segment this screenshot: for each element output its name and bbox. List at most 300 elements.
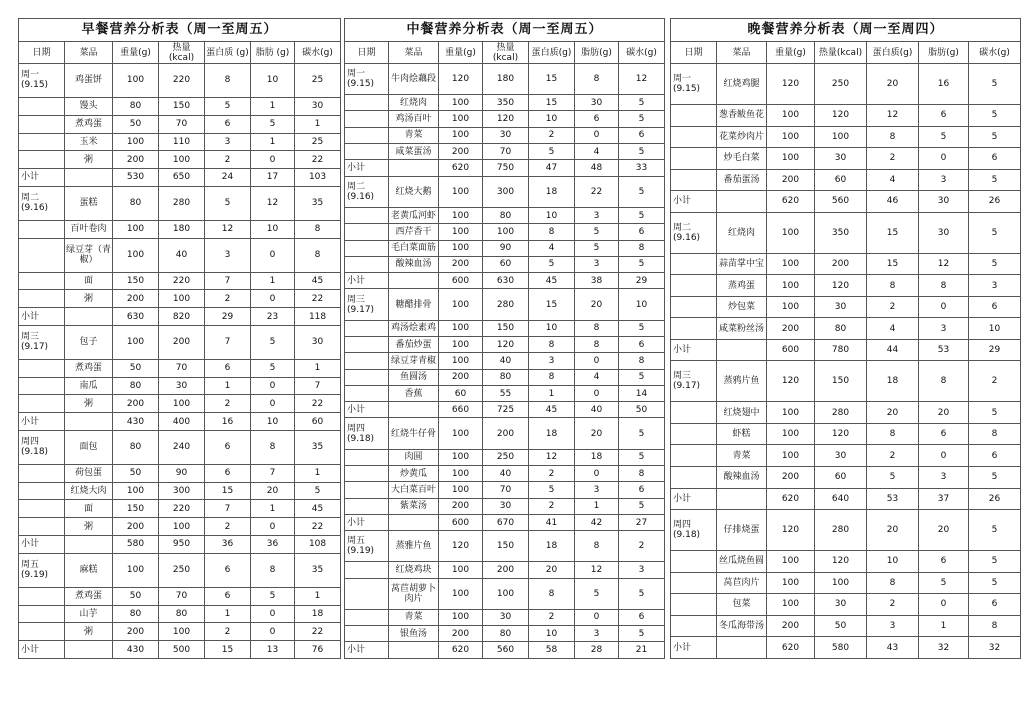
value-cell: 12 xyxy=(205,220,251,238)
value-cell: 80 xyxy=(113,430,159,464)
value-cell: 5 xyxy=(575,224,619,240)
value-cell: 100 xyxy=(439,353,483,369)
value-cell: 8 xyxy=(619,240,665,256)
value-cell: 620 xyxy=(439,160,483,176)
value-cell: 5 xyxy=(969,253,1021,275)
value-cell: 8 xyxy=(529,336,575,352)
date-cell: 周四(9.18) xyxy=(19,430,65,464)
dish-cell: 包菜 xyxy=(717,594,767,616)
column-header: 碳水(g) xyxy=(295,42,341,64)
column-header: 蛋白质(g) xyxy=(867,42,919,64)
dish-cell: 大白菜百叶 xyxy=(389,482,439,498)
table-row xyxy=(671,551,1021,573)
value-cell: 8 xyxy=(295,238,341,272)
table-row xyxy=(671,148,1021,170)
table-row xyxy=(671,126,1021,148)
value-cell: 30 xyxy=(815,296,867,318)
value-cell: 0 xyxy=(251,605,295,623)
value-cell: 580 xyxy=(113,536,159,554)
value-cell: 1 xyxy=(205,605,251,623)
value-cell: 200 xyxy=(815,253,867,275)
table-row xyxy=(19,64,341,98)
value-cell: 20 xyxy=(919,402,969,424)
value-cell: 30 xyxy=(483,498,529,514)
table-row xyxy=(19,97,341,115)
dish-cell: 鸡汤烩素鸡 xyxy=(389,320,439,336)
date-cell: 周二(9.16) xyxy=(671,212,717,253)
table-row xyxy=(19,272,341,290)
subtotal-row xyxy=(19,641,341,659)
table-row xyxy=(671,296,1021,318)
value-cell: 430 xyxy=(113,413,159,431)
value-cell: 1 xyxy=(295,359,341,377)
value-cell: 100 xyxy=(767,296,815,318)
table-row xyxy=(345,240,665,256)
table-row xyxy=(345,289,665,320)
value-cell: 80 xyxy=(113,186,159,220)
value-cell: 8 xyxy=(969,615,1021,637)
value-cell: 15 xyxy=(205,482,251,500)
column-header: 脂肪 (g) xyxy=(251,42,295,64)
value-cell: 10 xyxy=(867,551,919,573)
date-cell xyxy=(19,290,65,308)
table-row xyxy=(345,111,665,127)
value-cell: 15 xyxy=(529,95,575,111)
date-cell xyxy=(671,402,717,424)
dish-cell: 南瓜 xyxy=(65,377,113,395)
value-cell: 15 xyxy=(205,641,251,659)
date-cell xyxy=(19,518,65,536)
subtotal-row xyxy=(345,642,665,659)
date-cell: 周一(9.15) xyxy=(671,64,717,105)
value-cell: 100 xyxy=(159,518,205,536)
value-cell: 6 xyxy=(919,105,969,127)
dish-cell: 粥 xyxy=(65,623,113,641)
table-row xyxy=(345,609,665,625)
value-cell: 8 xyxy=(575,336,619,352)
value-cell: 5 xyxy=(251,359,295,377)
value-cell: 150 xyxy=(113,500,159,518)
value-cell: 660 xyxy=(439,402,483,418)
value-cell: 600 xyxy=(767,339,815,361)
table-row xyxy=(671,466,1021,488)
value-cell: 25 xyxy=(295,133,341,151)
date-cell: 小计 xyxy=(671,191,717,213)
value-cell: 30 xyxy=(815,445,867,467)
date-cell xyxy=(345,240,389,256)
dish-cell: 番茄蛋汤 xyxy=(717,169,767,191)
value-cell: 3 xyxy=(919,466,969,488)
value-cell: 400 xyxy=(159,413,205,431)
value-cell: 120 xyxy=(767,64,815,105)
date-cell xyxy=(345,609,389,625)
column-header: 热量(kcal) xyxy=(815,42,867,64)
date-cell xyxy=(345,336,389,352)
value-cell: 5 xyxy=(619,626,665,642)
column-header: 碳水(g) xyxy=(969,42,1021,64)
dish-cell: 蒸雅片鱼 xyxy=(389,531,439,562)
value-cell: 10 xyxy=(529,207,575,223)
dish-cell: 红烧翅中 xyxy=(717,402,767,424)
value-cell: 5 xyxy=(969,510,1021,551)
value-cell: 500 xyxy=(159,641,205,659)
table-row xyxy=(345,562,665,578)
value-cell: 30 xyxy=(295,97,341,115)
dish-cell xyxy=(717,339,767,361)
date-cell xyxy=(671,594,717,616)
value-cell: 280 xyxy=(815,402,867,424)
value-cell: 250 xyxy=(815,64,867,105)
dish-cell xyxy=(717,637,767,659)
value-cell: 200 xyxy=(113,151,159,169)
value-cell: 220 xyxy=(159,272,205,290)
value-cell: 8 xyxy=(251,430,295,464)
value-cell: 5 xyxy=(969,105,1021,127)
value-cell: 100 xyxy=(439,207,483,223)
value-cell: 35 xyxy=(295,186,341,220)
value-cell: 22 xyxy=(295,151,341,169)
dish-cell xyxy=(389,273,439,289)
dish-cell: 酸辣血汤 xyxy=(717,466,767,488)
value-cell: 70 xyxy=(483,144,529,160)
value-cell: 103 xyxy=(295,169,341,187)
value-cell: 2 xyxy=(205,623,251,641)
value-cell: 200 xyxy=(113,290,159,308)
value-cell: 22 xyxy=(575,176,619,207)
subtotal-row xyxy=(345,402,665,418)
value-cell: 620 xyxy=(439,642,483,659)
value-cell: 640 xyxy=(815,488,867,510)
value-cell: 100 xyxy=(439,289,483,320)
value-cell: 5 xyxy=(619,256,665,272)
table-row xyxy=(345,64,665,95)
value-cell: 200 xyxy=(439,369,483,385)
date-cell xyxy=(345,465,389,481)
table-row xyxy=(345,320,665,336)
value-cell: 200 xyxy=(439,256,483,272)
table-row xyxy=(19,325,341,359)
value-cell: 60 xyxy=(815,169,867,191)
value-cell: 120 xyxy=(767,361,815,402)
date-cell xyxy=(345,144,389,160)
date-cell: 周三(9.17) xyxy=(19,325,65,359)
table-row xyxy=(19,482,341,500)
table-row xyxy=(345,531,665,562)
value-cell: 1 xyxy=(529,385,575,401)
dish-cell: 煮鸡蛋 xyxy=(65,115,113,133)
value-cell: 1 xyxy=(575,498,619,514)
column-header: 热量(kcal) xyxy=(159,42,205,64)
value-cell: 30 xyxy=(575,95,619,111)
dish-cell: 红烧肉 xyxy=(389,95,439,111)
value-cell: 118 xyxy=(295,308,341,326)
value-cell: 18 xyxy=(529,176,575,207)
dish-cell: 糖醋排骨 xyxy=(389,289,439,320)
table-row xyxy=(19,553,341,587)
value-cell: 2 xyxy=(205,518,251,536)
value-cell: 110 xyxy=(159,133,205,151)
value-cell: 3 xyxy=(575,626,619,642)
value-cell: 5 xyxy=(619,95,665,111)
value-cell: 100 xyxy=(113,325,159,359)
value-cell: 15 xyxy=(867,253,919,275)
value-cell: 2 xyxy=(969,361,1021,402)
value-cell: 7 xyxy=(205,325,251,359)
dish-cell xyxy=(65,308,113,326)
value-cell: 200 xyxy=(483,418,529,449)
value-cell: 0 xyxy=(575,127,619,143)
dish-cell: 红烧肉 xyxy=(717,212,767,253)
value-cell: 6 xyxy=(205,464,251,482)
value-cell: 35 xyxy=(295,553,341,587)
value-cell: 580 xyxy=(815,637,867,659)
value-cell: 4 xyxy=(867,318,919,340)
value-cell: 5 xyxy=(919,572,969,594)
value-cell: 150 xyxy=(113,272,159,290)
value-cell: 560 xyxy=(483,642,529,659)
value-cell: 33 xyxy=(619,160,665,176)
value-cell: 280 xyxy=(159,186,205,220)
value-cell: 6 xyxy=(969,594,1021,616)
value-cell: 1 xyxy=(919,615,969,637)
dish-cell: 面 xyxy=(65,272,113,290)
value-cell: 150 xyxy=(159,97,205,115)
date-cell xyxy=(671,275,717,297)
value-cell: 100 xyxy=(767,275,815,297)
value-cell: 20 xyxy=(575,289,619,320)
value-cell: 1 xyxy=(205,377,251,395)
value-cell: 41 xyxy=(529,514,575,530)
date-cell xyxy=(345,320,389,336)
value-cell: 5 xyxy=(619,578,665,609)
value-cell: 45 xyxy=(529,273,575,289)
value-cell: 2 xyxy=(529,465,575,481)
date-cell: 小计 xyxy=(345,160,389,176)
value-cell: 3 xyxy=(575,207,619,223)
value-cell: 14 xyxy=(619,385,665,401)
value-cell: 5 xyxy=(969,551,1021,573)
value-cell: 6 xyxy=(919,551,969,573)
subtotal-row xyxy=(19,308,341,326)
table-row xyxy=(671,275,1021,297)
table-row xyxy=(345,144,665,160)
dish-cell: 山芋 xyxy=(65,605,113,623)
value-cell: 6 xyxy=(575,111,619,127)
table-row xyxy=(671,423,1021,445)
table-row xyxy=(19,623,341,641)
value-cell: 1 xyxy=(251,133,295,151)
dish-cell: 红烧大鹅 xyxy=(389,176,439,207)
value-cell: 6 xyxy=(205,430,251,464)
value-cell: 100 xyxy=(159,395,205,413)
table-row xyxy=(671,594,1021,616)
value-cell: 2 xyxy=(867,296,919,318)
value-cell: 100 xyxy=(439,320,483,336)
dish-cell: 鸡蛋饼 xyxy=(65,64,113,98)
value-cell: 20 xyxy=(867,64,919,105)
date-cell: 小计 xyxy=(19,308,65,326)
value-cell: 8 xyxy=(919,361,969,402)
value-cell: 10 xyxy=(529,626,575,642)
value-cell: 0 xyxy=(251,238,295,272)
value-cell: 5 xyxy=(867,466,919,488)
value-cell: 5 xyxy=(529,482,575,498)
value-cell: 5 xyxy=(619,369,665,385)
subtotal-row xyxy=(19,413,341,431)
table-row xyxy=(345,578,665,609)
subtotal-row xyxy=(671,637,1021,659)
dish-cell: 莴苣胡萝卜肉片 xyxy=(389,578,439,609)
value-cell: 670 xyxy=(483,514,529,530)
value-cell: 100 xyxy=(767,551,815,573)
dish-cell xyxy=(65,413,113,431)
column-header: 重量(g) xyxy=(439,42,483,64)
dish-cell: 红烧鸡腿 xyxy=(717,64,767,105)
value-cell: 3 xyxy=(969,275,1021,297)
dish-cell xyxy=(389,642,439,659)
breakfast-table-title: 早餐营养分析表（周一至周五） xyxy=(19,19,341,42)
value-cell: 53 xyxy=(867,488,919,510)
value-cell: 5 xyxy=(575,578,619,609)
value-cell: 100 xyxy=(439,176,483,207)
value-cell: 50 xyxy=(815,615,867,637)
table-row xyxy=(19,151,341,169)
value-cell: 200 xyxy=(767,615,815,637)
dish-cell: 红烧鸡块 xyxy=(389,562,439,578)
value-cell: 5 xyxy=(529,144,575,160)
date-cell xyxy=(671,423,717,445)
value-cell: 5 xyxy=(295,482,341,500)
value-cell: 100 xyxy=(483,578,529,609)
date-cell xyxy=(19,395,65,413)
column-header: 碳水(g) xyxy=(619,42,665,64)
date-cell: 周二(9.16) xyxy=(19,186,65,220)
value-cell: 0 xyxy=(919,148,969,170)
dish-cell xyxy=(389,160,439,176)
date-cell xyxy=(671,551,717,573)
dish-cell: 煮鸡蛋 xyxy=(65,587,113,605)
value-cell: 120 xyxy=(483,336,529,352)
value-cell: 45 xyxy=(295,272,341,290)
value-cell: 76 xyxy=(295,641,341,659)
value-cell: 8 xyxy=(529,224,575,240)
value-cell: 200 xyxy=(767,318,815,340)
value-cell: 15 xyxy=(867,212,919,253)
date-cell xyxy=(19,272,65,290)
table-row xyxy=(19,238,341,272)
value-cell: 50 xyxy=(619,402,665,418)
value-cell: 10 xyxy=(251,220,295,238)
value-cell: 29 xyxy=(969,339,1021,361)
dish-cell: 麻糕 xyxy=(65,553,113,587)
value-cell: 100 xyxy=(767,594,815,616)
dish-cell: 面 xyxy=(65,500,113,518)
date-cell xyxy=(345,498,389,514)
table-row xyxy=(671,402,1021,424)
value-cell: 30 xyxy=(159,377,205,395)
value-cell: 27 xyxy=(619,514,665,530)
table-row xyxy=(19,220,341,238)
date-cell xyxy=(19,151,65,169)
table-row xyxy=(345,482,665,498)
value-cell: 240 xyxy=(159,430,205,464)
value-cell: 36 xyxy=(251,536,295,554)
value-cell: 630 xyxy=(483,273,529,289)
value-cell: 22 xyxy=(295,623,341,641)
table-row xyxy=(671,510,1021,551)
table-row xyxy=(345,465,665,481)
date-cell xyxy=(345,385,389,401)
value-cell: 12 xyxy=(251,186,295,220)
value-cell: 620 xyxy=(767,191,815,213)
value-cell: 5 xyxy=(575,240,619,256)
date-cell: 周四(9.18) xyxy=(345,418,389,449)
value-cell: 16 xyxy=(919,64,969,105)
dish-cell: 冬瓜海带汤 xyxy=(717,615,767,637)
value-cell: 18 xyxy=(529,531,575,562)
value-cell: 60 xyxy=(295,413,341,431)
date-cell xyxy=(345,224,389,240)
value-cell: 0 xyxy=(251,290,295,308)
value-cell: 4 xyxy=(575,369,619,385)
value-cell: 90 xyxy=(159,464,205,482)
value-cell: 5 xyxy=(619,449,665,465)
value-cell: 16 xyxy=(205,413,251,431)
value-cell: 45 xyxy=(529,402,575,418)
value-cell: 3 xyxy=(919,169,969,191)
value-cell: 100 xyxy=(767,402,815,424)
value-cell: 2 xyxy=(205,395,251,413)
date-cell xyxy=(345,95,389,111)
table-row xyxy=(19,115,341,133)
table-row xyxy=(19,377,341,395)
nutrition-tables xyxy=(18,18,1020,659)
value-cell: 50 xyxy=(113,587,159,605)
column-header: 日期 xyxy=(671,42,717,64)
table-row xyxy=(671,615,1021,637)
value-cell: 20 xyxy=(867,510,919,551)
date-cell: 小计 xyxy=(345,273,389,289)
value-cell: 2 xyxy=(529,609,575,625)
table-row xyxy=(671,318,1021,340)
value-cell: 200 xyxy=(483,562,529,578)
value-cell: 5 xyxy=(969,402,1021,424)
value-cell: 18 xyxy=(867,361,919,402)
value-cell: 80 xyxy=(113,377,159,395)
value-cell: 30 xyxy=(295,325,341,359)
table-row xyxy=(345,369,665,385)
value-cell: 120 xyxy=(439,531,483,562)
column-header: 菜品 xyxy=(717,42,767,64)
value-cell: 22 xyxy=(295,395,341,413)
value-cell: 150 xyxy=(483,531,529,562)
dish-cell: 蒸鸦片鱼 xyxy=(717,361,767,402)
table-row xyxy=(345,336,665,352)
value-cell: 30 xyxy=(919,191,969,213)
value-cell: 220 xyxy=(159,500,205,518)
value-cell: 23 xyxy=(251,308,295,326)
value-cell: 100 xyxy=(767,148,815,170)
dish-cell xyxy=(717,191,767,213)
value-cell: 7 xyxy=(205,500,251,518)
table-row xyxy=(19,500,341,518)
date-cell: 小计 xyxy=(19,641,65,659)
subtotal-row xyxy=(671,488,1021,510)
value-cell: 2 xyxy=(205,151,251,169)
value-cell: 1 xyxy=(295,115,341,133)
value-cell: 30 xyxy=(815,148,867,170)
value-cell: 8 xyxy=(575,320,619,336)
